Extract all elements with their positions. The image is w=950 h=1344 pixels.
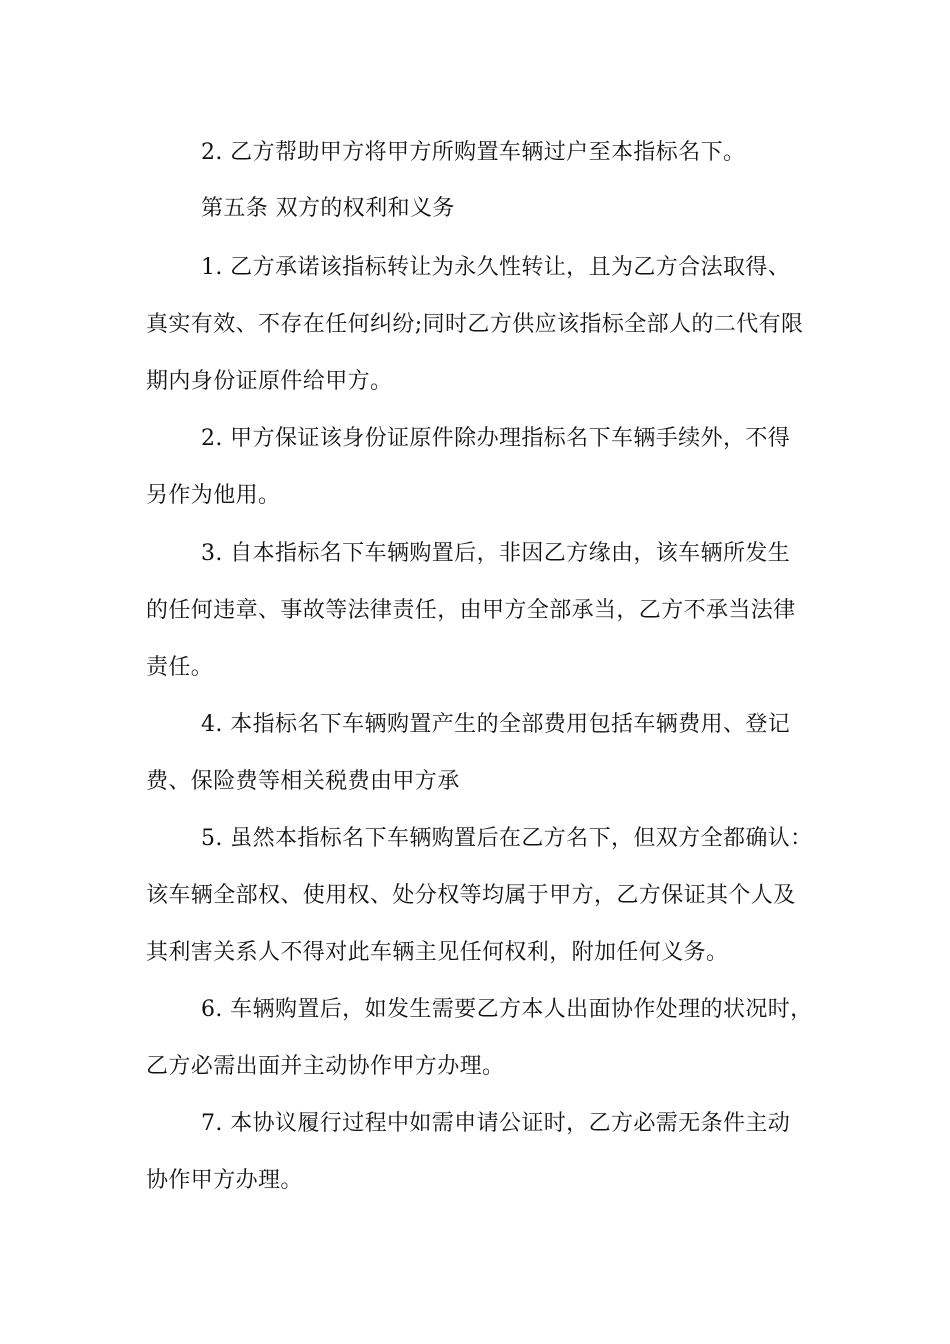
section-heading: 第五条 双方的权利和义务 bbox=[201, 196, 455, 221]
text-line: 1. 乙方承诺该指标转让为永久性转让，且为乙方合法取得、 bbox=[201, 255, 791, 280]
text-line: 的任何违章、事故等法律责任，由甲方全部承当，乙方不承当法律 bbox=[146, 598, 796, 623]
text-line: 期内身份证原件给甲方。 bbox=[146, 369, 393, 394]
text-line: 3. 自本指标名下车辆购置后，非因乙方缘由，该车辆所发生 bbox=[201, 541, 791, 566]
text-line: 4. 本指标名下车辆购置产生的全部费用包括车辆费用、登记 bbox=[201, 712, 791, 737]
text-line: 该车辆全部权、使用权、处分权等均属于甲方，乙方保证其个人及 bbox=[146, 883, 796, 908]
text-line: 另作为他用。 bbox=[146, 483, 281, 508]
text-line: 2. 乙方帮助甲方将甲方所购置车辆过户至本指标名下。 bbox=[201, 140, 746, 165]
text-line: 责任。 bbox=[146, 655, 214, 680]
text-line: 其利害关系人不得对此车辆主见任何权利，附加任何义务。 bbox=[146, 940, 729, 965]
text-line: 5. 虽然本指标名下车辆购置后在乙方名下，但双方全都确认： bbox=[201, 826, 813, 851]
text-line: 协作甲方办理。 bbox=[146, 1168, 303, 1193]
text-line: 费、保险费等相关税费由甲方承 bbox=[146, 769, 460, 794]
text-line: 6. 车辆购置后，如发生需要乙方本人出面协作处理的状况时， bbox=[201, 997, 813, 1022]
text-line: 2. 甲方保证该身份证原件除办理指标名下车辆手续外，不得 bbox=[201, 426, 791, 451]
text-line: 真实有效、不存在任何纠纷;同时乙方供应该指标全部人的二代有限 bbox=[146, 312, 804, 337]
text-line: 乙方必需出面并主动协作甲方办理。 bbox=[146, 1054, 505, 1079]
text-line: 7. 本协议履行过程中如需申请公证时，乙方必需无条件主动 bbox=[201, 1111, 791, 1136]
